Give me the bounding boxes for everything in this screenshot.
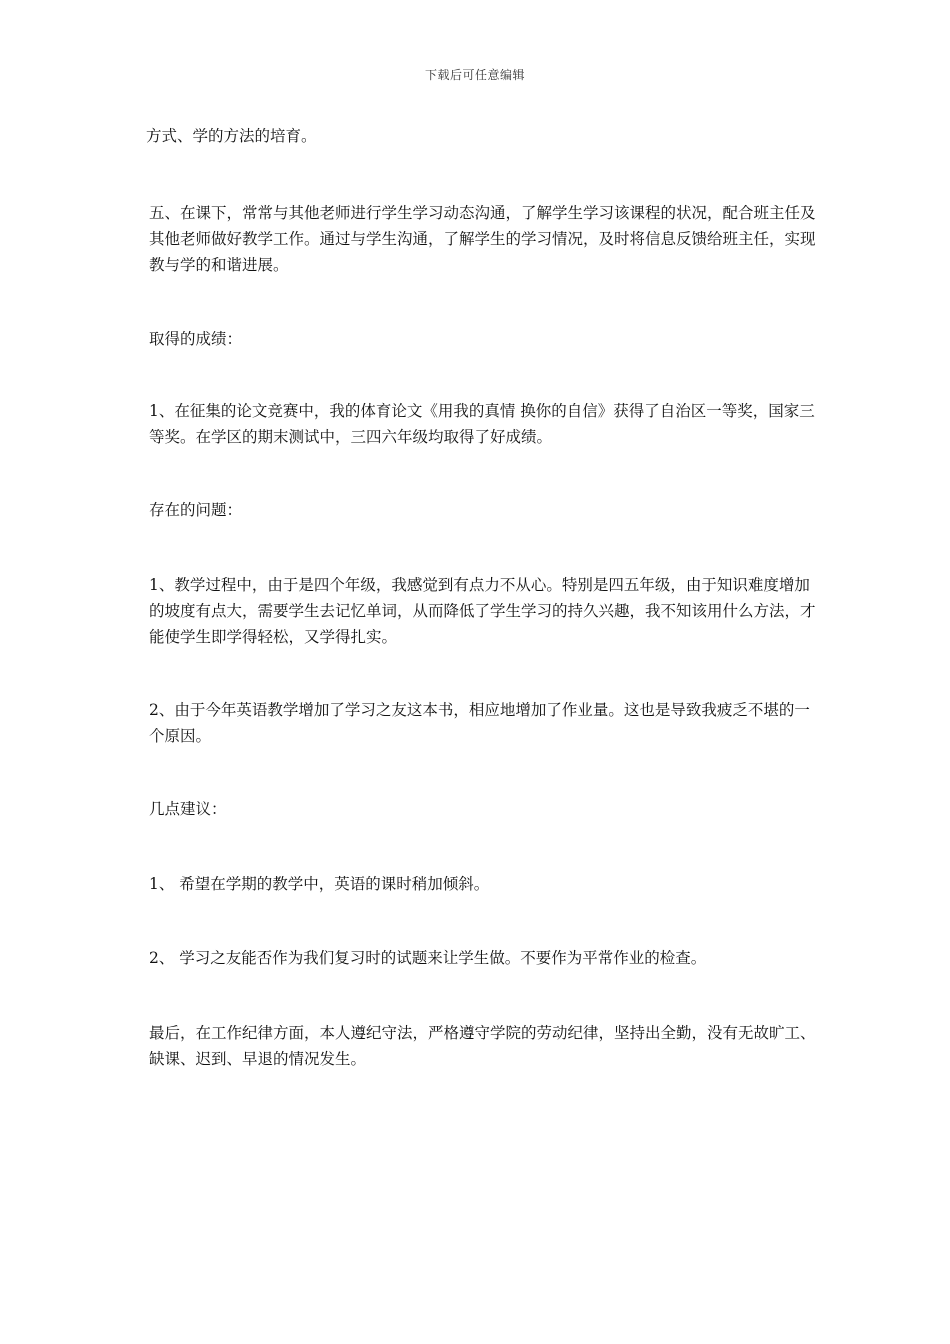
paragraph-continuation: 方式、学的方法的培育。: [146, 127, 317, 145]
paragraph-conclusion: 最后，在工作纪律方面，本人遵纪守法，严格遵守学院的劳动纪律，坚持出全勤，没有无故旷工、缺课、迟到、早退的情况发生。: [149, 1024, 816, 1068]
paragraph-suggestion-1: 1、 希望在学期的教学中，英语的课时稍加倾斜。: [149, 875, 490, 893]
heading-problems: 存在的问题：: [149, 501, 243, 519]
paragraph-problem-2: 2、由于今年英语教学增加了学习之友这本书，相应地增加了作业量。这也是导致我疲乏不堪的一个原因。: [149, 701, 810, 745]
heading-suggestions: 几点建议：: [149, 800, 227, 818]
heading-achievements: 取得的成绩：: [149, 330, 243, 348]
paragraph-problem-1: 1、教学过程中，由于是四个年级，我感觉到有点力不从心。特别是四五年级，由于知识难度增加的坡度有点大，需要学生去记忆单词，从而降低了学生学习的持久兴趣，我不知该用什么方法，才能使学生即学得轻松，又学得扎实。: [149, 576, 816, 646]
paragraph-suggestion-2: 2、 学习之友能否作为我们复习时的试题来让学生做。不要作为平常作业的检查。: [149, 949, 707, 967]
paragraph-point-five: 五、在课下，常常与其他老师进行学生学习动态沟通，了解学生学习该课程的状况，配合班主任及其他老师做好教学工作。通过与学生沟通，了解学生的学习情况，及时将信息反馈给班主任，实现教与学的和谐进展。: [149, 204, 816, 274]
page-header: 下载后可任意编辑: [424, 68, 525, 82]
paragraph-achievement-1: 1、在征集的论文竞赛中，我的体育论文《用我的真情 换你的自信》获得了自治区一等奖，国家三等奖。在学区的期末测试中，三四六年级均取得了好成绩。: [149, 402, 815, 446]
